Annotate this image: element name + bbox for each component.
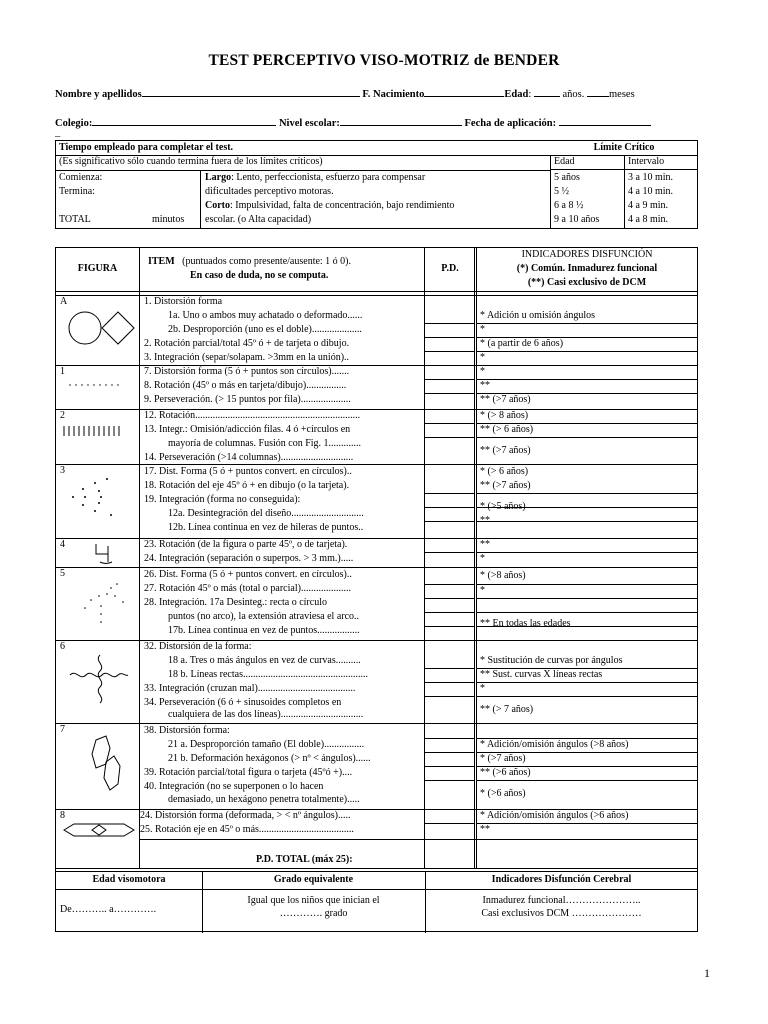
interval-row: 4 a 10 min. <box>628 186 673 197</box>
indicator-row: * <box>480 585 485 596</box>
indicator-row: ** (>7 años) <box>480 445 531 456</box>
indicator-row: * (a partir de 6 años) <box>480 338 564 349</box>
indicator-row: * <box>480 352 485 363</box>
item-row: 19. Integración (forma no conseguida): <box>144 494 301 505</box>
item-header-bold: ITEM <box>148 256 175 267</box>
edad-visomotora-header: Edad visomotora <box>92 874 166 885</box>
indicator-row: ** <box>480 515 490 526</box>
fecha-label: Fecha de aplicación: <box>464 118 557 129</box>
item-row: 21 a. Desproporción tamaño (El doble)................ <box>168 739 365 750</box>
ind-header-3: (**) Casi exclusivo de DCM <box>527 277 647 288</box>
timing-heading: Tiempo empleado para completar el test. <box>59 142 234 153</box>
figure-label-a: A <box>60 296 68 307</box>
item-row: 13. Integr.: Omisión/adicción filas. 4 ó +círculos en <box>144 424 351 435</box>
figure-4-sketch <box>86 540 116 566</box>
item-row: 18 b. Líneas rectas.................................................. <box>168 669 368 680</box>
minutos-label: minutos <box>152 214 185 225</box>
age-row: 5 años <box>554 172 580 183</box>
figure-a-sketch <box>62 308 138 348</box>
colegio-line[interactable] <box>92 115 276 126</box>
ind-header-2: (*) Común. Inmadurez funcional <box>516 263 658 274</box>
item-row: 27. Rotación 45º o más (total o parcial).................... <box>144 583 351 594</box>
item-row: 17. Dist. Forma (5 ó + puntos convert. en círculos).. <box>144 466 352 477</box>
indicator-row: * (> 6 años) <box>480 466 529 477</box>
fnac-label: F. Nacimiento <box>362 89 425 100</box>
fnac-line[interactable] <box>424 86 504 97</box>
indicator-row: ** En todas las edades <box>480 618 571 629</box>
intervalo-header: Intervalo <box>628 156 665 167</box>
indicator-row: ** <box>480 380 490 391</box>
item-row: 24. Distorsión forma (deformada, > < nº ángulos)..... <box>140 810 351 821</box>
figura-header: FIGURA <box>77 263 118 274</box>
total-label: TOTAL <box>59 214 91 225</box>
termina-label: Termina: <box>59 186 95 197</box>
item-row: 33. Integración (cruzan mal)....................................... <box>144 683 356 694</box>
indicator-row: ** (>7 años) <box>480 394 531 405</box>
nivel-line[interactable] <box>340 115 462 126</box>
corto-bold: Corto <box>205 200 230 211</box>
figure-label-4: 4 <box>60 539 65 550</box>
item-row: 26. Dist. Forma (5 ó + puntos convert. en círculos).. <box>144 569 352 580</box>
figure-label-1: 1 <box>60 366 65 377</box>
timing-table <box>55 140 698 229</box>
item-row: 14. Perseveración (>14 columnas)............................. <box>144 452 354 463</box>
item-row: 32. Distorsión de la forma: <box>144 641 252 652</box>
indicator-row: * <box>480 683 485 694</box>
edad-colon: : <box>528 89 532 100</box>
indicator-row: ** (>6 años) <box>480 767 531 778</box>
item-row: 17b. Línea continua en vez de puntos................. <box>168 625 360 636</box>
item-row: 21 b. Deformación hexágonos (> nº < ángulos)...... <box>168 753 371 764</box>
grado-header: Grado equivalente <box>273 874 354 885</box>
item-row: 28. Integración. 17a Desinteg.: recta o círculo <box>144 597 327 608</box>
interval-row: 3 a 10 min. <box>628 172 673 183</box>
meses-label: meses <box>609 89 635 100</box>
fecha-line[interactable] <box>559 115 651 126</box>
figure-label-3: 3 <box>60 465 65 476</box>
indicator-row: * (>5 años) <box>480 501 526 512</box>
figure-6-sketch <box>66 651 132 711</box>
item-header <box>148 256 351 268</box>
figure-5-sketch <box>71 578 131 634</box>
item-row: 2b. Desproporción (uno es el doble).................... <box>168 324 362 335</box>
indicator-row: * Adición/omisión ángulos (>6 años) <box>480 810 629 821</box>
figure-label-6: 6 <box>60 641 65 652</box>
indicator-row: * (>7 años) <box>480 753 526 764</box>
page-number: 1 <box>704 966 710 980</box>
meses-line[interactable] <box>587 86 609 97</box>
anos-label: años. <box>562 89 585 100</box>
indicator-row: ** <box>480 824 490 835</box>
timing-note: (Es significativo sólo cuando termina fuera de los límites críticos) <box>59 156 323 167</box>
item-header-note: (puntuados como presente/ausente: 1 ó 0). <box>182 256 352 267</box>
item-row: 12b. Línea continua en vez de hileras de puntos.. <box>168 522 364 533</box>
figure-3-sketch <box>61 475 121 520</box>
stray-dash: _ <box>55 127 61 138</box>
indicator-row: * <box>480 553 485 564</box>
largo-desc: : Lento, perfeccionista, esfuerzo para compensar <box>231 172 426 183</box>
item-row: 3. Integración (separ/solapam. >3mm en la unión).. <box>144 352 350 363</box>
nivel-label: Nivel escolar: <box>278 118 340 129</box>
item-row: 25. Rotación eje en 45º o más...................................... <box>140 824 354 835</box>
pd-header: P.D. <box>441 263 459 274</box>
indicator-row: * <box>480 324 485 335</box>
nombre-label: Nombre y apellidos <box>55 89 142 100</box>
corto-text-2: escolar. (o Alta capacidad) <box>205 214 312 225</box>
indicator-row: * (>6 años) <box>480 788 526 799</box>
pd-total-label: P.D. TOTAL (máx 25): <box>256 854 353 865</box>
indicator-row: * <box>480 366 485 377</box>
item-row: 34. Perseveración (6 ó + sinusoides completos en <box>144 697 342 708</box>
edad-range-field[interactable]: De……….. a…………. <box>60 904 157 915</box>
figure-7-sketch <box>86 734 126 804</box>
indicator-row: ** Sust. curvas X líneas rectas <box>480 669 603 680</box>
dcm-field[interactable]: Casi exclusivos DCM ………………… <box>481 908 642 919</box>
nombre-line[interactable] <box>142 86 360 97</box>
corto-text <box>205 200 454 212</box>
colegio-label: Colegio: <box>55 118 93 129</box>
largo-text-2: dificultades perceptivo motoras. <box>205 186 334 197</box>
corto-desc: : Impulsividad, falta de concentración, bajo rendimiento <box>230 200 455 211</box>
indicator-row: * (>8 años) <box>480 570 526 581</box>
comienza-label: Comienza: <box>59 172 103 183</box>
item-header-note2: En caso de duda, no se computa. <box>190 270 329 281</box>
item-row: 12a. Desintegración del diseño............................. <box>168 508 364 519</box>
item-row: 2. Rotación parcial/total 45º ó + de tarjeta o dibujo. <box>144 338 350 349</box>
figure-2-sketch <box>61 423 121 439</box>
item-row: 24. Integración (separación o superpos. > 3 mm.)..... <box>144 553 354 564</box>
indicator-row: * (> 8 años) <box>480 410 529 421</box>
age-row: 6 a 8 ½ <box>554 200 584 211</box>
scoring-table <box>55 247 698 932</box>
page-title: TEST PERCEPTIVO VISO-MOTRIZ de BENDER <box>208 52 560 69</box>
edad-header: Edad <box>554 156 575 167</box>
disfuncion-header: Indicadores Disfunción Cerebral <box>491 874 632 885</box>
item-row: demasiado, un hexágono penetra totalmente)..... <box>168 794 360 805</box>
item-row: 18 a. Tres o más ángulos en vez de curvas.......... <box>168 655 361 666</box>
age-row: 5 ½ <box>554 186 569 197</box>
interval-row: 4 a 8 min. <box>628 214 668 225</box>
limite-header: Límite Crítico <box>593 142 655 153</box>
item-row: 39. Rotación parcial/total figura o tarjeta (45ºó +).... <box>144 767 353 778</box>
item-row: 1a. Uno o ambos muy achatado o deformado...... <box>168 310 363 321</box>
inmadurez-field[interactable]: Inmadurez funcional………………….. <box>482 895 641 906</box>
item-row: cualquiera de las dos líneas)................................. <box>168 709 364 720</box>
item-row: 18. Rotación del eje 45º ó + en dibujo (o la tarjeta). <box>144 480 350 491</box>
item-row: 40. Integración (no se superponen o lo hacen <box>144 781 324 792</box>
item-row: 23. Rotación (de la figura o parte 45º, o de tarjeta). <box>144 539 348 550</box>
item-row: mayoría de columnas. Fusión con Fig. 1............. <box>168 438 362 449</box>
indicator-row: ** (>7 años) <box>480 480 531 491</box>
school-field <box>55 115 651 129</box>
largo-text <box>205 172 425 184</box>
age-row: 9 a 10 años <box>554 214 600 225</box>
name-field <box>55 86 635 100</box>
item-row: 7. Distorsión forma (5 ó + puntos son círculos)....... <box>144 366 350 377</box>
figure-8-sketch <box>62 822 138 838</box>
figure-label-2: 2 <box>60 410 65 421</box>
indicator-row: * Adición/omisión ángulos (>8 años) <box>480 739 629 750</box>
anos-line[interactable] <box>534 86 560 97</box>
edad-label: Edad <box>504 89 529 100</box>
item-row: 1. Distorsión forma <box>144 296 223 307</box>
figure-label-7: 7 <box>60 724 65 735</box>
largo-bold: Largo <box>205 172 232 183</box>
indicator-row: ** (> 7 años) <box>480 704 534 715</box>
item-row: 9. Perseveración. (> 15 puntos por fila).................... <box>144 394 351 405</box>
indicator-row: * Adición u omisión ángulos <box>480 310 595 321</box>
ind-header-1: INDICADORES DISFUNCIÓN <box>521 249 653 260</box>
grado-line-1: Igual que los niños que inician el <box>247 895 380 906</box>
item-row: 8. Rotación (45º o más en tarjeta/dibujo)................ <box>144 380 347 391</box>
item-row: puntos (no arco), la extensión atraviesa el arco.. <box>168 611 360 622</box>
item-row: 38. Distorsión forma: <box>144 725 230 736</box>
figure-1-sketch <box>66 380 126 390</box>
indicator-row: ** (> 6 años) <box>480 424 534 435</box>
figure-label-5: 5 <box>60 568 65 579</box>
grado-line-2[interactable]: …………. grado <box>279 908 348 919</box>
indicator-row: ** <box>480 539 490 550</box>
item-row: 12. Rotación.................................................................. <box>144 410 361 421</box>
figure-label-8: 8 <box>60 810 65 821</box>
interval-row: 4 a 9 min. <box>628 200 668 211</box>
indicator-row: * Sustitución de curvas por ángulos <box>480 655 623 666</box>
